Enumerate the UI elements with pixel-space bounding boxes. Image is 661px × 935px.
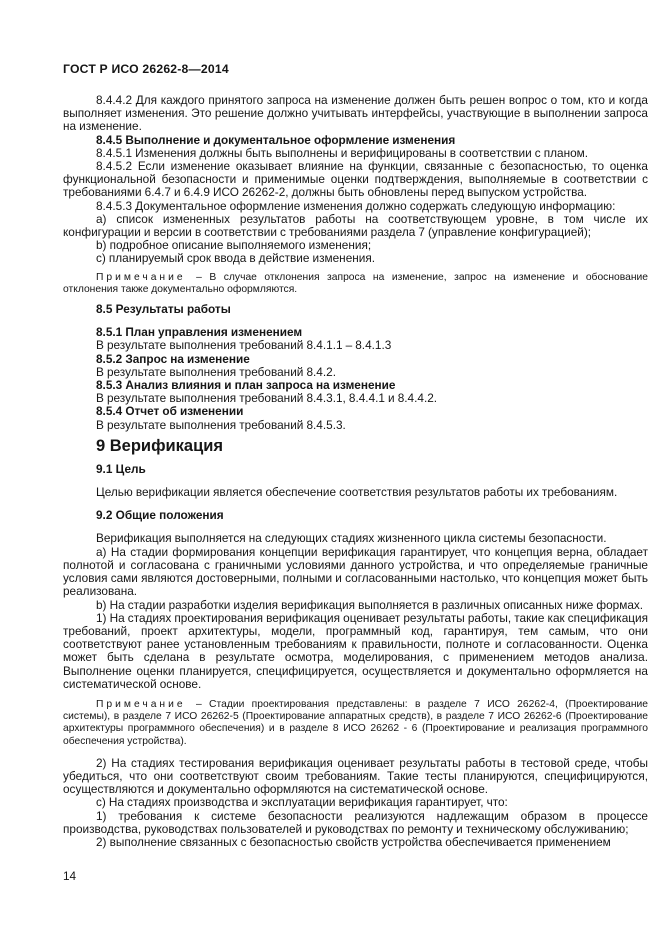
heading-8-5: 8.5 Результаты работы bbox=[96, 302, 231, 317]
paragraph-result-8-5-3: В результате выполнения требований 8.4.3.1, 8.4.4.1 и 8.4.4.2. bbox=[96, 391, 438, 406]
section-heading-9: 9 Верификация bbox=[96, 436, 224, 455]
note-text: – В случае отклонения запроса на изменение, запрос на изменение и обоснование отклонения также документально оформляются. bbox=[63, 271, 648, 295]
list-item-b-development: b) На стадии разработки изделия верификация выполняется в различных описанных ниже формах. bbox=[96, 597, 644, 612]
list-item-1-design: 1) На стадиях проектирования верификация оценивает результаты работы, такие как спецификация требований, проект архитектуры, модели, программный код, гарантируя, тем самым, что они соответствуют ранее установленным требованиям к правильности, полноте и согласованности. Оценка может быть сделана в результате осмотра, моделирования, с применением методов анализа. Выполнение оценки планируется, специфицируется, осуществляется и документально оформляется на систематической основе. bbox=[63, 610, 648, 691]
paragraph-9-1-goal: Целью верификации является обеспечение соответствия результатов работы их требованиям. bbox=[96, 485, 618, 500]
heading-8-5-1: 8.5.1 План управления изменением bbox=[96, 325, 303, 340]
heading-9-2: 9.2 Общие положения bbox=[96, 508, 224, 523]
list-item-a: a) список измененных результатов работы на соответствующем уровне, в том числе их конфигурации и версии в соответствии с требованиями раздела 7 (управление конфигурацией); bbox=[63, 211, 648, 240]
paragraph-8-4-5-1: 8.4.5.1 Изменения должны быть выполнены и верифицированы в соответствии с планом. bbox=[96, 145, 589, 160]
page-number: 14 bbox=[63, 869, 77, 883]
list-item-b: b) подробное описание выполняемого изменения; bbox=[96, 238, 372, 253]
paragraph-result-8-5-1: В результате выполнения требований 8.4.1.1 – 8.4.1.3 bbox=[96, 338, 392, 353]
paragraph-8-4-5-2: 8.4.5.2 Если изменение оказывает влияние на функции, связанные с безопасностью, то оценка функциональной безопасности и применимые оценки подтверждения, выполняемые в соответствии с требованиями 6.4.7 и 6.4.9 ИСО 26262-2, должны быть обновлены перед выпуском устройства. bbox=[63, 159, 648, 200]
list-item-c-production: с) На стадиях производства и эксплуатации верификация гарантирует, что: bbox=[96, 795, 508, 810]
document-header: ГОСТ Р ИСО 26262-8—2014 bbox=[63, 62, 229, 76]
heading-8-5-3: 8.5.3 Анализ влияния и план запроса на изменение bbox=[96, 378, 396, 393]
list-item-a-concept: а) На стадии формирования концепции верификация гарантирует, что концепция верна, обладает полнотой и согласована с граничными условиями данного устройства, и что определяемые граничные условия сами являются достоверными, полными и согласованными настолько, что концепция может быть реализована. bbox=[63, 544, 648, 599]
heading-8-5-4: 8.5.4 Отчет об изменении bbox=[96, 404, 244, 419]
paragraph-result-8-5-2: В результате выполнения требований 8.4.2. bbox=[96, 364, 336, 379]
list-item-1-requirements: 1) требования к системе безопасности реализуются надлежащим образом в процессе производства, руководствах пользователей и руководствах по ремонту и техническому обслуживанию; bbox=[63, 808, 648, 836]
list-item-2-testing: 2) На стадиях тестирования верификация оценивает результаты работы в тестовой среде, чтобы убедиться, что они соответствуют своим требованиям. Такие тесты планируются, специфицируются, осуществляются и документально оформляются на систематической основе. bbox=[63, 755, 648, 797]
note-change-request bbox=[63, 272, 648, 296]
list-item-2-properties: 2) выполнение связанных с безопасностью свойств устройства обеспечивается применением bbox=[96, 834, 611, 849]
note-design-stages bbox=[63, 699, 648, 748]
paragraph-8-4-4-2: 8.4.4.2 Для каждого принятого запроса на изменение должен быть решен вопрос о том, кто и когда выполняет изменения. Это решение должно учитывать интерфейсы, участвующие в выполнении запроса на изменение. bbox=[63, 93, 648, 134]
list-item-c: c) планируемый срок ввода в действие изменения. bbox=[96, 251, 376, 266]
paragraph-result-8-5-4: В результате выполнения требований 8.4.5.3. bbox=[96, 417, 346, 432]
heading-8-4-5: 8.4.5 Выполнение и документальное оформление изменения bbox=[96, 132, 456, 147]
note-label: Примечание bbox=[96, 698, 186, 710]
document-content bbox=[63, 62, 648, 849]
paragraph-8-4-5-3: 8.4.5.3 Документальное оформление изменения должно содержать следующую информацию: bbox=[96, 198, 616, 213]
paragraph-9-2-intro: Верификация выполняется на следующих стадиях жизненного цикла системы безопасности. bbox=[96, 531, 607, 546]
note-text: – Стадии проектирования представлены: в разделе 7 ИСО 26262-4, (Проектирование системы), в разделе 7 ИСО 26262-5 (Проектирование аппаратных средств), в разделе 7 ИСО 26262-6 (Проектирование архитектуры программного обеспечения) и в разделе 8 ИСО 26262 - 6 (Проектирование и реализация программного обеспечения устройства). bbox=[63, 698, 648, 747]
heading-8-5-2: 8.5.2 Запрос на изменение bbox=[96, 351, 250, 366]
note-label: Примечание bbox=[96, 271, 186, 283]
heading-9-1: 9.1 Цель bbox=[96, 461, 146, 476]
